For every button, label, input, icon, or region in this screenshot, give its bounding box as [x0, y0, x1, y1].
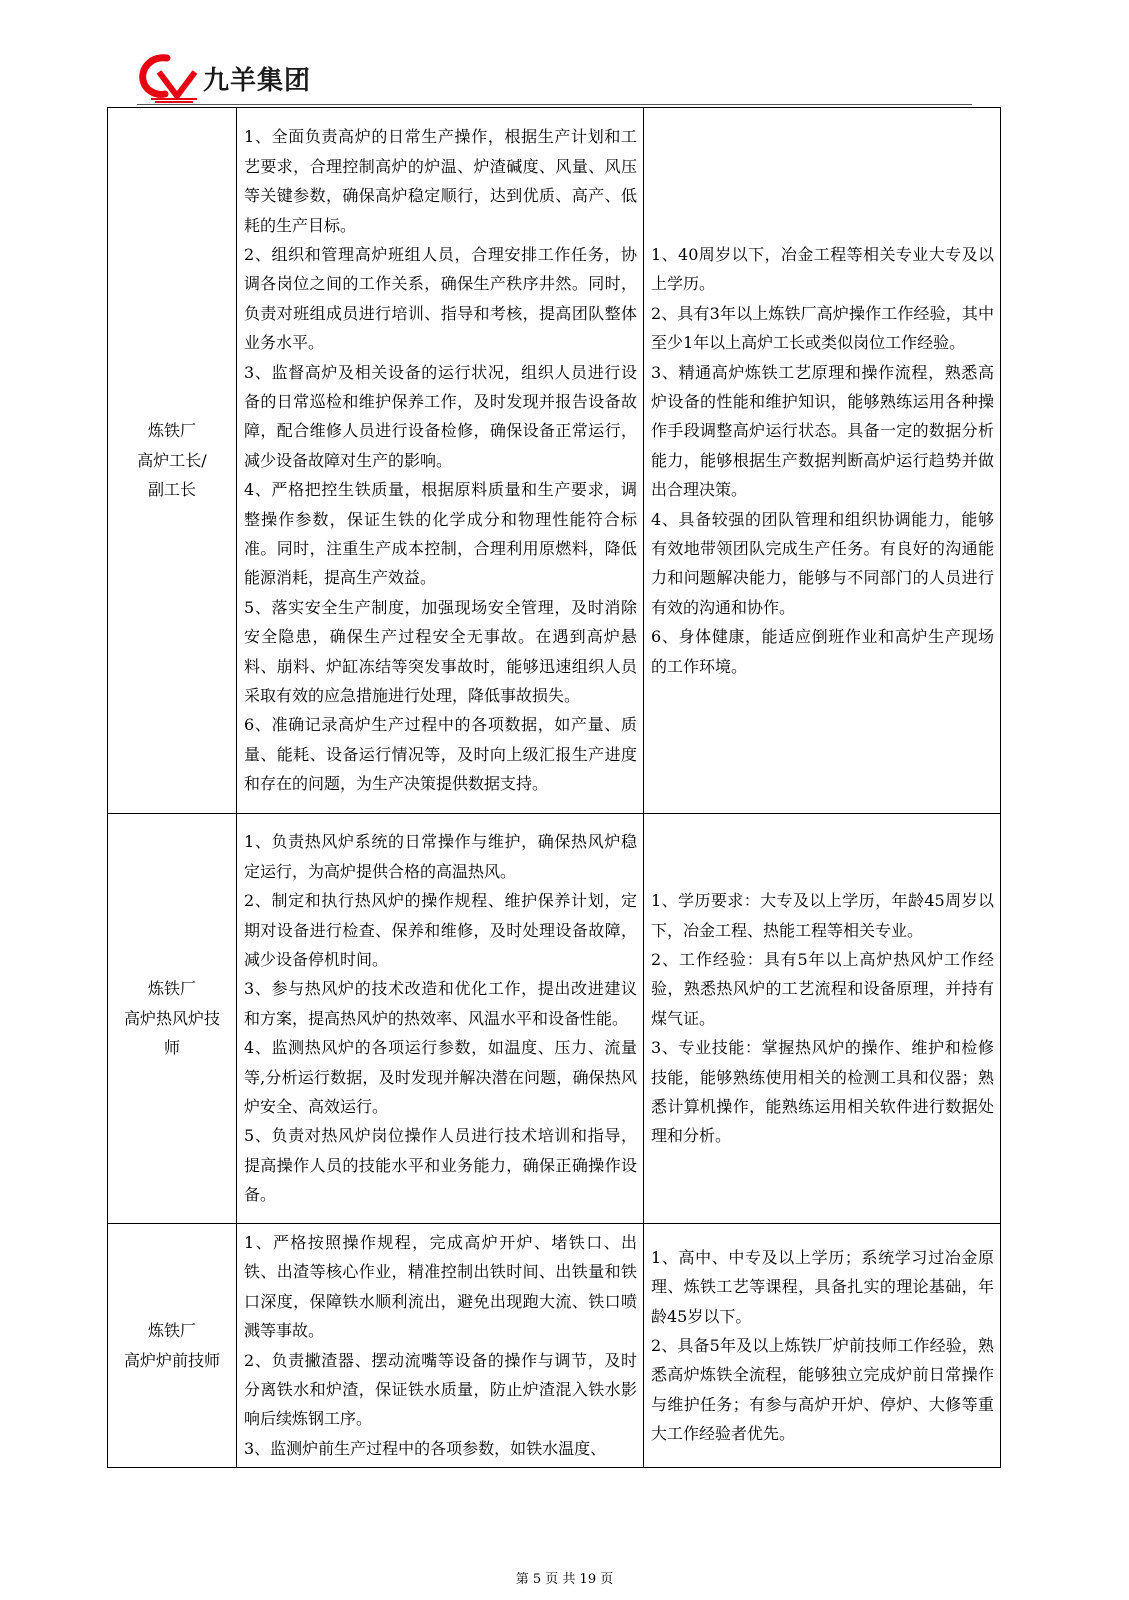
requirement-item: 2、具有3年以上炼铁厂高炉操作工作经验，其中至少1年以上高炉工长或类似岗位工作经验。: [651, 303, 994, 353]
requirement-item: 1、高中、中专及以上学历；系统学习过冶金原理、炼铁工艺等课程，具备扎实的理论基础，年龄45岁以下。: [651, 1247, 994, 1326]
duty-item: 3、监督高炉及相关设备的运行状况，组织人员进行设备的日常巡检和维护保养工作，及时发现并报告设备故障，配合维修人员进行设备检修，确保设备正常运行，减少设备故障对生产的影响。: [244, 362, 637, 470]
position-cell: 炼铁厂 高炉工长/ 副工长: [108, 108, 237, 814]
duties-cell: [237, 814, 644, 1224]
table-row: [108, 1224, 1001, 1468]
page-number: 第 5 页 共 19 页: [515, 1572, 614, 1587]
duty-item: 1、全面负责高炉的日常生产操作，根据生产计划和工艺要求，合理控制高炉的炉温、炉渣碱度、风量、风压等关键参数，确保高炉稳定顺行，达到优质、高产、低耗的生产目标。: [244, 127, 637, 235]
requirement-item: 3、专业技能：掌握热风炉的操作、维护和检修技能，能够熟练使用相关的检测工具和仪器；熟悉计算机操作，能熟练运用相关软件进行数据处理和分析。: [651, 1038, 994, 1146]
header-rule: [137, 104, 972, 105]
duty-item: 5、负责对热风炉岗位操作人员进行技术培训和指导，提高操作人员的技能水平和业务能力，确保正确操作设备。: [244, 1126, 637, 1205]
requirement-item: 1、学历要求：大专及以上学历，年龄45周岁以下，冶金工程、热能工程等相关专业。: [651, 891, 994, 940]
requirement-item: 3、精通高炉炼铁工艺原理和操作流程，熟悉高炉设备的性能和维护知识，能够熟练运用各种操作手段调整高炉运行状态。具备一定的数据分析能力，能够根据生产数据判断高炉运行趋势并做出合理决策。: [651, 362, 994, 500]
duty-item: 1、严格按照操作规程，完成高炉开炉、堵铁口、出铁、出渣等核心作业，精准控制出铁时间、出铁量和铁口深度，保障铁水顺利流出，避免出现跑大流、铁口喷溅等事故。: [244, 1233, 637, 1341]
requirements-cell: [644, 814, 1001, 1224]
company-name: 九羊集团: [203, 66, 312, 96]
requirements-cell: [644, 1224, 1001, 1468]
requirement-item: 6、身体健康，能适应倒班作业和高炉生产现场的工作环境。: [651, 627, 994, 676]
job-table: [107, 107, 1001, 1468]
duty-item: 2、组织和管理高炉班组人员，合理安排工作任务，协调各岗位之间的工作关系，确保生产秩序井然。同时，负责对班组成员进行培训、指导和考核，提高团队整体业务水平。: [244, 244, 637, 353]
requirements-cell: [644, 108, 1001, 814]
jiuyang-logo-icon: [137, 52, 203, 104]
duty-item: 2、负责撇渣器、摆动流嘴等设备的操作与调节，及时分离铁水和炉渣，保证铁水质量，防止炉渣混入铁水影响后续炼钢工序。: [244, 1350, 637, 1429]
duty-item: 2、制定和执行热风炉的操作规程、维护保养计划，定期对设备进行检查、保养和维修，及时处理设备故障，减少设备停机时间。: [244, 891, 637, 969]
requirement-item: 2、工作经验：具有5年以上高炉热风炉工作经验，熟悉热风炉的工艺流程和设备原理，并持有煤气证。: [651, 949, 994, 1028]
page-header: [137, 52, 972, 106]
position-cell: 炼铁厂 高炉炉前技师: [108, 1224, 237, 1468]
requirement-item: 1、40周岁以下，冶金工程等相关专业大专及以上学历。: [651, 244, 994, 294]
duties-cell: [237, 1224, 644, 1468]
table-row: [108, 108, 1001, 814]
table-row: [108, 814, 1001, 1224]
duties-cell: [237, 108, 644, 814]
duty-item: 4、监测热风炉的各项运行参数，如温度、压力、流量等,分析运行数据，及时发现并解决潜在问题，确保热风炉安全、高效运行。: [244, 1038, 637, 1117]
duty-item: 1、负责热风炉系统的日常操作与维护，确保热风炉稳定运行，为高炉提供合格的高温热风。: [244, 832, 637, 881]
duty-item: 5、落实安全生产制度，加强现场安全管理，及时消除安全隐患，确保生产过程安全无事故。在遇到高炉悬料、崩料、炉缸冻结等突发事故时，能够迅速组织人员采取有效的应急措施进行处理，降低事故损失。: [244, 597, 637, 706]
requirement-item: 4、具备较强的团队管理和组织协调能力，能够有效地带领团队完成生产任务。有良好的沟通能力和问题解决能力，能够与不同部门的人员进行有效的沟通和协作。: [651, 509, 994, 617]
position-cell: 炼铁厂 高炉热风炉技 师: [108, 814, 237, 1224]
duty-item: 6、准确记录高炉生产过程中的各项数据，如产量、质量、能耗、设备运行情况等，及时向上级汇报生产进度和存在的问题，为生产决策提供数据支持。: [244, 715, 637, 794]
duty-item: 3、参与热风炉的技术改造和优化工作，提出改进建议和方案，提高热风炉的热效率、风温水平和设备性能。: [244, 979, 637, 1028]
duty-item: 3、监测炉前生产过程中的各项参数，如铁水温度、: [244, 1438, 607, 1458]
duty-item: 4、严格把控生铁质量，根据原料质量和生产要求，调整操作参数，保证生铁的化学成分和物理性能符合标准。同时，注重生产成本控制，合理利用原燃料，降低能源消耗，提高生产效益。: [244, 480, 637, 588]
requirement-item: 2、具备5年及以上炼铁厂炉前技师工作经验，熟悉高炉炼铁全流程，能够独立完成炉前日常操作与维护任务；有参与高炉开炉、停炉、大修等重大工作经验者优先。: [651, 1335, 994, 1444]
